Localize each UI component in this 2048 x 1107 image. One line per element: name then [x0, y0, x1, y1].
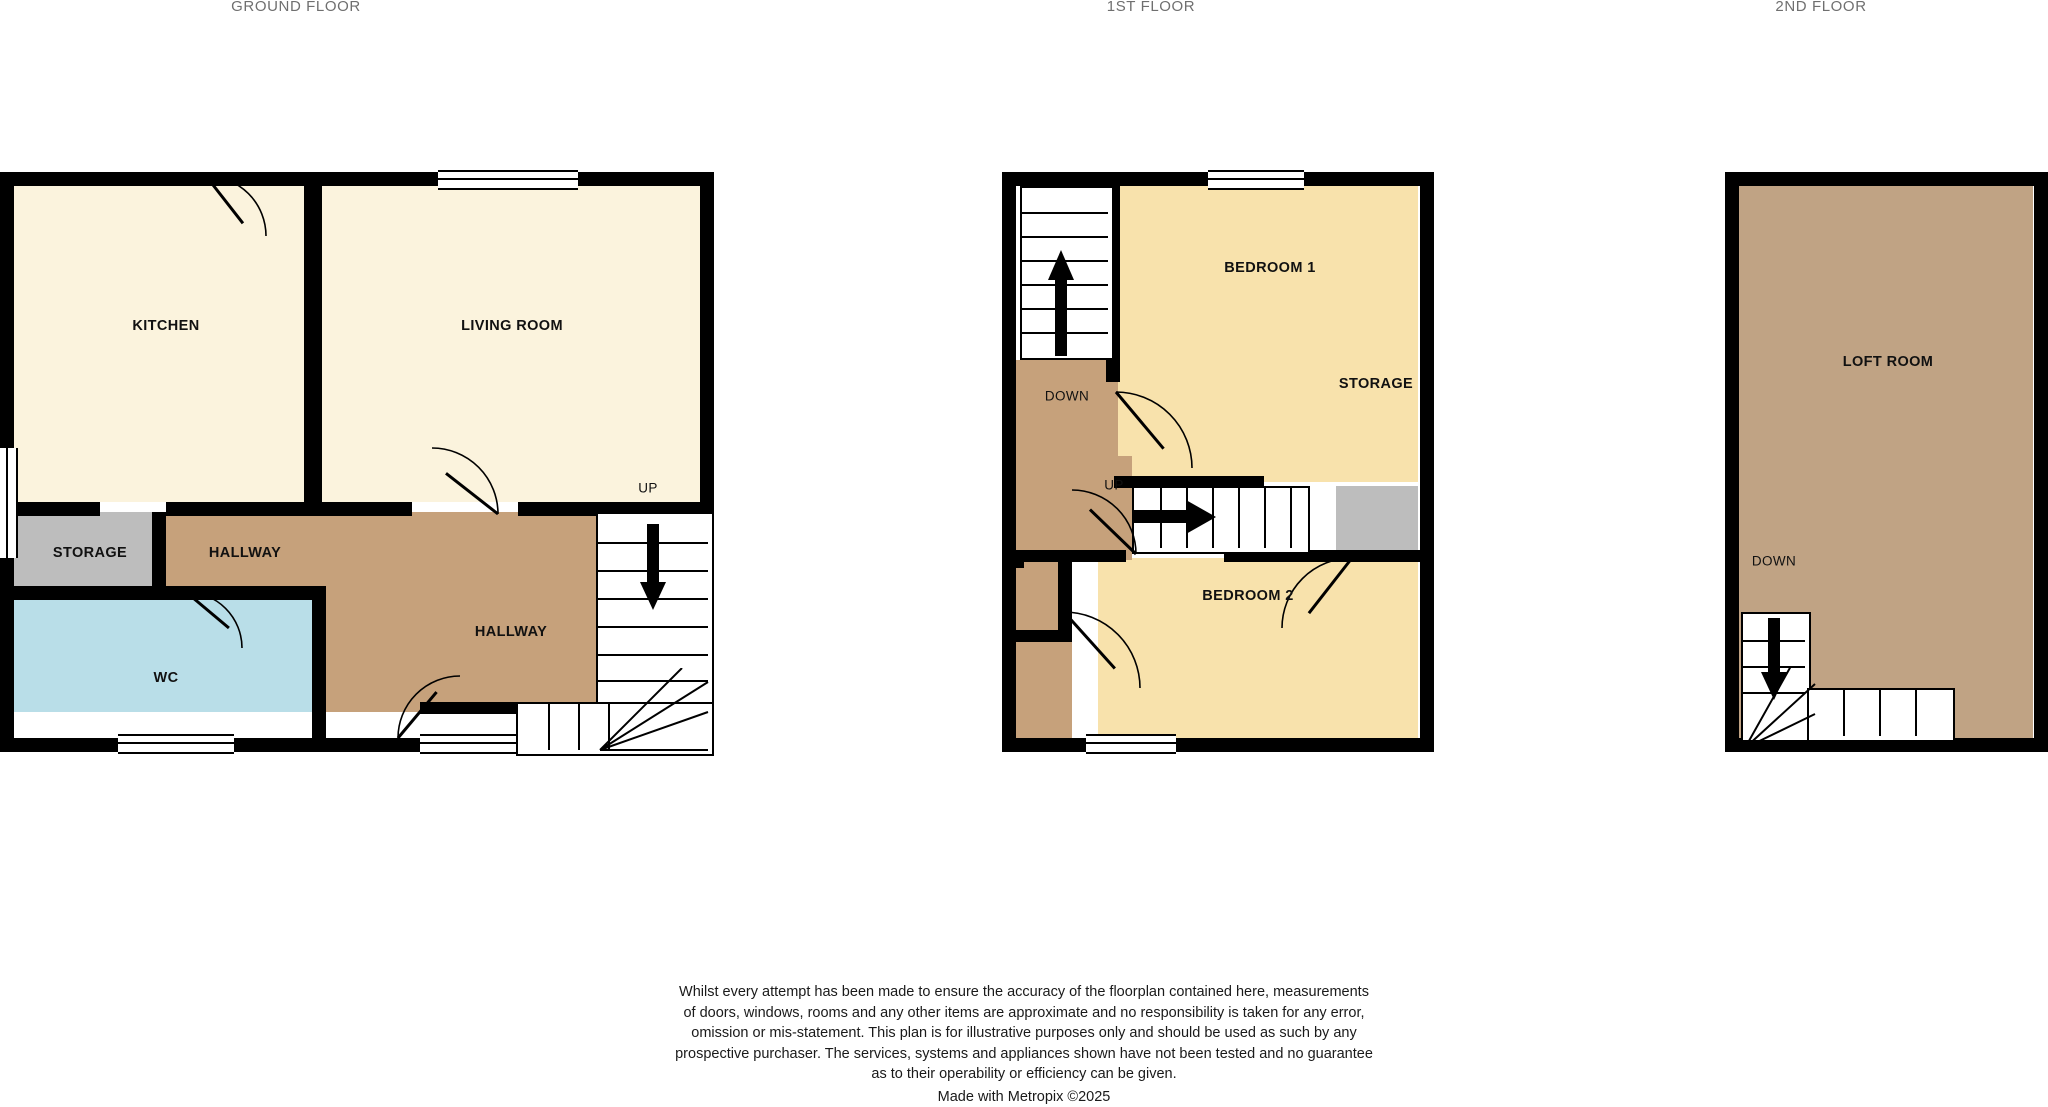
- window-living-room-front: [438, 170, 578, 190]
- floor-title-ground: GROUND FLOOR: [231, 0, 361, 15]
- label-stair-down-first: DOWN: [1044, 388, 1090, 404]
- label-hallway-upper: HALLWAY: [208, 545, 282, 561]
- room-storage-first-fill: [1336, 486, 1418, 550]
- door-front: [392, 668, 482, 744]
- door-kitchen: [200, 174, 310, 254]
- landing-upper-fill: [1016, 360, 1118, 456]
- second-floor-plan: [1725, 168, 2048, 768]
- room-living-room-fill: [322, 182, 708, 502]
- door-wc: [180, 590, 290, 660]
- label-stair-up-first: UP: [1104, 477, 1124, 493]
- label-loft-room: LOFT ROOM: [1842, 354, 1934, 370]
- door-landing: [1058, 468, 1140, 558]
- wall-left-first: [1002, 172, 1016, 752]
- label-storage: STORAGE: [52, 545, 128, 561]
- disclaimer-line-4: prospective purchaser. The services, systems and appliances shown have not been tested and no guarantee: [675, 1045, 1373, 1062]
- label-bedroom2: BEDROOM 2: [1202, 588, 1294, 604]
- floor-title-second: 2ND FLOOR: [1775, 0, 1867, 15]
- ground-floor-plan: [0, 168, 714, 768]
- label-living-room: LIVING ROOM: [461, 318, 563, 334]
- stair-arrow-up-first: [1046, 246, 1076, 356]
- first-floor-plan: [1002, 168, 1434, 768]
- label-bedroom1: BEDROOM 1: [1224, 260, 1316, 276]
- wall-storage-bottom: [0, 586, 166, 600]
- window-kitchen-side: [0, 448, 18, 558]
- label-stair-down-loft: DOWN: [1751, 553, 1797, 569]
- staircase-loft-winders: [1807, 688, 1955, 742]
- stair-direction-arrow-down: [636, 524, 670, 616]
- window-bedroom2-rear: [1086, 734, 1176, 754]
- window-wc-rear: [118, 734, 234, 754]
- metropix-credit: Made with Metropix ©2025: [937, 1088, 1111, 1105]
- wall-living-hallway-left: [322, 502, 412, 516]
- label-storage-first: STORAGE: [1338, 376, 1414, 392]
- wall-wc-right: [312, 586, 326, 752]
- wall-kitchen-hallway: [166, 502, 322, 516]
- wall-top-second: [1725, 172, 2048, 186]
- wall-top: [0, 172, 714, 186]
- disclaimer-line-5: as to their operability or efficiency can be given.: [871, 1066, 1177, 1083]
- label-kitchen: KITCHEN: [132, 318, 200, 334]
- door-bedroom2: [1058, 606, 1144, 702]
- stair-arrow-down-loft: [1759, 618, 1789, 704]
- staircase-ground-winder-fan: [596, 668, 712, 752]
- label-hallway-lower: HALLWAY: [474, 624, 548, 640]
- floor-title-first: 1ST FLOOR: [1106, 0, 1196, 15]
- wall-right-first: [1420, 172, 1434, 752]
- wall-right-second: [2034, 172, 2048, 752]
- disclaimer-line-1: Whilst every attempt has been made to ensure the accuracy of the floorplan contained here, measurements: [679, 984, 1369, 1000]
- wall-bottom-first: [1002, 738, 1434, 752]
- disclaimer-line-2: of doors, windows, rooms and any other items are approximate and no responsibility is taken for any error,: [683, 1004, 1365, 1021]
- wall-nib-left: [1002, 556, 1024, 568]
- door-living-room: [412, 440, 502, 516]
- disclaimer-line-3: omission or mis-statement. This plan is for illustrative purposes only and should be used as such by any: [691, 1025, 1357, 1042]
- label-stair-up: UP: [638, 480, 658, 496]
- label-wc: WC: [153, 670, 179, 686]
- stair-arrow-right-first: [1132, 498, 1218, 536]
- wall-left-second: [1725, 172, 1739, 752]
- room-bedroom2-fill: [1098, 558, 1418, 738]
- window-bedroom1-front: [1208, 170, 1304, 190]
- disclaimer-text: [614, 982, 1434, 1107]
